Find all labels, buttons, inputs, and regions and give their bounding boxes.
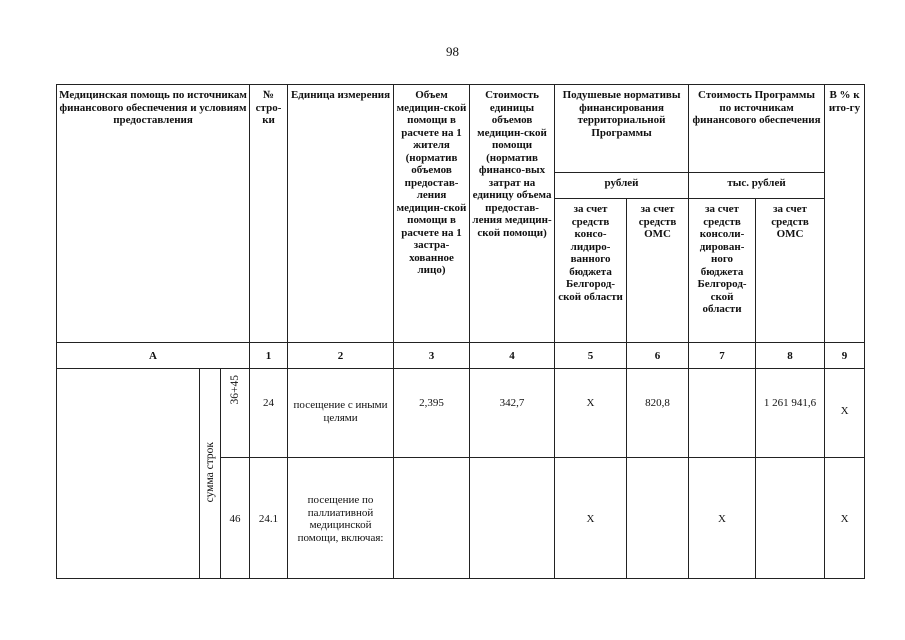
number-cell-3: 3 <box>394 343 470 369</box>
header-col-6: за счет средств ОМС <box>627 199 689 343</box>
row-ref: 46 <box>221 458 250 579</box>
number-cell-5: 5 <box>555 343 627 369</box>
number-cell-8: 8 <box>756 343 825 369</box>
header-col-1: № стро-ки <box>250 85 288 343</box>
header-row-1 <box>57 85 865 173</box>
row-volume: 2,395 <box>394 369 470 458</box>
row-cost: 342,7 <box>470 369 555 458</box>
row-volume <box>394 458 470 579</box>
header-col-7: за счет средств консоли-дирован-ного бюджета Белгород-ской области <box>689 199 756 343</box>
row-c5: Х <box>555 369 627 458</box>
row-cost <box>470 458 555 579</box>
number-cell-7: 7 <box>689 343 756 369</box>
number-cell-9: 9 <box>825 343 865 369</box>
side-label-cell <box>200 369 221 579</box>
header-col-2: Единица измерения <box>288 85 394 343</box>
header-col-4: Стоимость единицы объемов медицин-ской помощи (норматив финансо-вых затрат на единицу объема предостав-ления медицин-ской помощи) <box>470 85 555 343</box>
header-group-norm: Подушевые нормативы финансирования территориальной Программы <box>555 85 689 173</box>
row-c8 <box>756 458 825 579</box>
number-cell-a: А <box>57 343 250 369</box>
blank-category-cell <box>57 369 200 579</box>
header-group-cost: Стоимость Программы по источникам финансового обеспечения <box>689 85 825 173</box>
number-cell-4: 4 <box>470 343 555 369</box>
program-cost-table <box>56 84 865 579</box>
side-label: сумма строк <box>203 441 216 502</box>
row-c7: Х <box>689 458 756 579</box>
header-col-5: за счет средств консо-лидиро-ванного бюджета Белгород-ской области <box>555 199 627 343</box>
page-number: 98 <box>446 44 459 59</box>
row-c5: Х <box>555 458 627 579</box>
row-c8: 1 261 941,6 <box>756 369 825 458</box>
row-unit: посещение по паллиативной медицинской помощи, включая: <box>288 458 394 579</box>
row-c6: 820,8 <box>627 369 689 458</box>
row-line-number: 24.1 <box>250 458 288 579</box>
numbering-row <box>57 343 865 369</box>
number-cell-2: 2 <box>288 343 394 369</box>
header-col-3: Объем медицин-ской помощи в расчете на 1 жителя (норматив объемов предостав-ления медицин-ской помощи в расчете на 1 застра-хованное лицо) <box>394 85 470 343</box>
header-col-8: за счет средств ОМС <box>756 199 825 343</box>
table-row <box>57 369 865 458</box>
number-cell-6: 6 <box>627 343 689 369</box>
row-c9: Х <box>825 458 865 579</box>
header-unit-rub: рублей <box>555 173 689 199</box>
header-unit-thous: тыс. рублей <box>689 173 825 199</box>
row-c9: Х <box>825 369 865 458</box>
row-ref-cell <box>221 369 250 458</box>
row-ref: 36+45 <box>228 375 241 405</box>
header-col-9: В % к ито-гу <box>825 85 865 343</box>
number-cell-1: 1 <box>250 343 288 369</box>
row-unit: посещение с иными целями <box>288 369 394 458</box>
header-col-a: Медицинская помощь по источникам финансового обеспечения и условиям предоставления <box>57 85 250 343</box>
row-c6 <box>627 458 689 579</box>
row-line-number: 24 <box>250 369 288 458</box>
row-c7 <box>689 369 756 458</box>
